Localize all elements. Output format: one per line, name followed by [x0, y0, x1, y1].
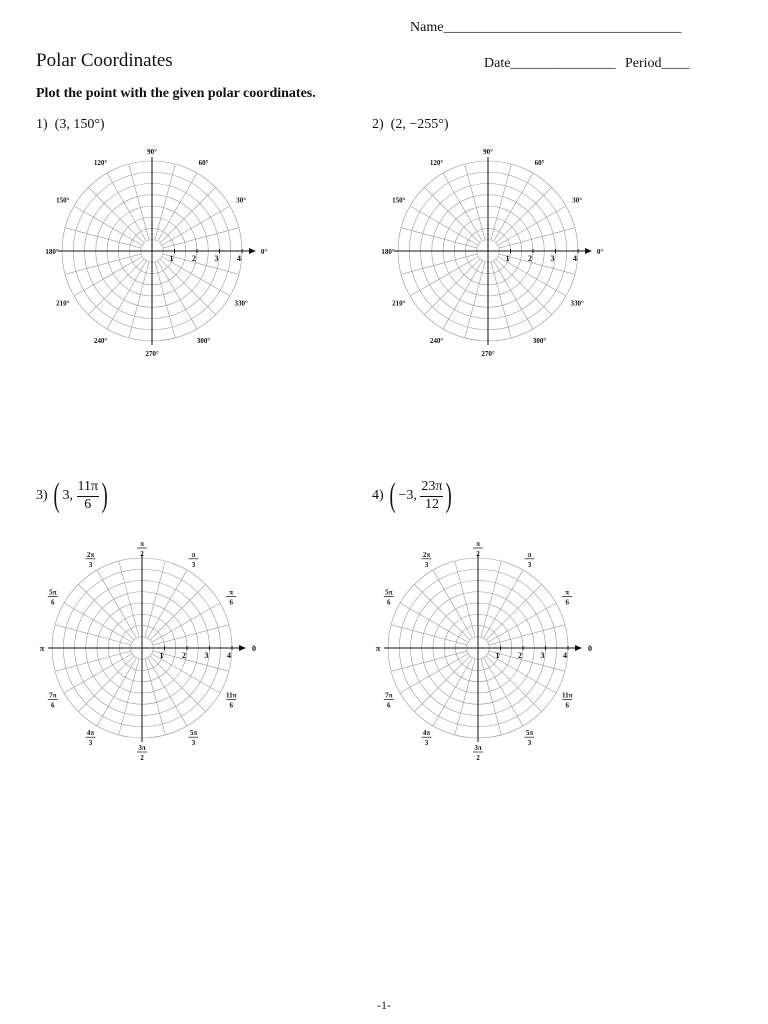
- angle-ray: [424, 187, 480, 243]
- angle-label: 150°: [392, 196, 406, 205]
- angle-label: 60°: [534, 158, 545, 167]
- angle-label: [422, 729, 432, 747]
- angle-ray: [88, 187, 144, 243]
- angle-label-denominator: 2: [140, 550, 144, 558]
- angle-label-denominator: 6: [387, 701, 391, 710]
- fraction-numerator: 11π: [77, 479, 100, 496]
- angle-label-denominator: 6: [229, 701, 233, 710]
- axis-arrow-icon: [575, 645, 582, 651]
- angle-label-numerator: 2π: [86, 550, 95, 559]
- angle-label: [562, 589, 572, 607]
- angle-label-denominator: 2: [476, 550, 480, 558]
- angle-label: 180°: [381, 248, 395, 256]
- radius-tick-label: 3: [204, 651, 209, 660]
- angle-label-denominator: 6: [229, 598, 233, 607]
- radius-tick-label: 4: [227, 651, 231, 660]
- angle-label: [525, 551, 535, 569]
- angle-label: 0: [252, 644, 256, 653]
- problem-angle-fraction: [77, 479, 100, 512]
- radius-tick-label: 4: [237, 254, 241, 263]
- angle-label-denominator: 2: [476, 754, 480, 762]
- radius-tick-label: 1: [495, 651, 500, 660]
- period-blank: ____: [661, 56, 690, 71]
- name-field: [410, 20, 681, 36]
- polar-grid-4[interactable]: [372, 530, 596, 768]
- angle-ray: [160, 259, 216, 315]
- angle-label: [473, 540, 483, 558]
- fraction-denominator: 12: [424, 496, 439, 512]
- problem-coordinates: (3, 150°): [54, 117, 105, 132]
- angle-ray: [78, 584, 134, 640]
- polar-grid-1[interactable]: [36, 140, 276, 368]
- angle-label-denominator: 6: [565, 598, 569, 607]
- angle-label-numerator: 5π: [49, 588, 57, 597]
- angle-label-denominator: 3: [88, 560, 93, 569]
- angle-ray: [88, 259, 144, 315]
- radius-tick-label: 3: [550, 254, 555, 263]
- angle-label-denominator: 3: [191, 739, 196, 748]
- angle-label-denominator: 3: [527, 560, 532, 569]
- angle-label: [48, 692, 58, 710]
- angle-label-numerator: π: [229, 588, 234, 597]
- axis-arrow-icon: [585, 248, 592, 254]
- angle-label: 90°: [483, 148, 493, 156]
- angle-label: 30°: [572, 196, 583, 205]
- angle-label: 0°: [596, 248, 604, 256]
- angle-ray: [160, 187, 216, 243]
- axis-arrow-icon: [249, 248, 256, 254]
- angle-label: [226, 589, 236, 607]
- angle-label: [562, 692, 573, 710]
- angle-label-numerator: 4π: [422, 729, 431, 738]
- radius-tick-label: 2: [182, 651, 186, 660]
- angle-ray: [496, 259, 552, 315]
- angle-label-denominator: 3: [424, 739, 429, 748]
- angle-label: 210°: [392, 299, 406, 308]
- fraction-denominator: 6: [84, 496, 92, 512]
- angle-label: 330°: [570, 299, 584, 308]
- angle-label: 270°: [145, 350, 159, 358]
- radius-tick-label: 3: [214, 254, 219, 263]
- angle-label: [189, 551, 199, 569]
- angle-label: [137, 540, 147, 558]
- angle-label: 210°: [56, 299, 70, 308]
- angle-ray: [78, 656, 134, 712]
- angle-label-numerator: π: [140, 540, 144, 548]
- angle-label: 120°: [429, 158, 444, 167]
- radius-tick-label: 2: [518, 651, 522, 660]
- problem-2: [372, 117, 449, 133]
- problem-radius: −3,: [398, 488, 417, 504]
- right-paren: ): [101, 477, 108, 514]
- angle-ray: [486, 584, 542, 640]
- problem-number: 4): [372, 488, 384, 504]
- radius-tick-label: 3: [540, 651, 545, 660]
- angle-label: 120°: [93, 158, 108, 167]
- angle-label-numerator: 5π: [385, 588, 393, 597]
- angle-label: 180°: [45, 248, 59, 256]
- angle-label: [86, 551, 96, 569]
- angle-ray: [486, 656, 542, 712]
- problem-angle-fraction: [420, 479, 443, 512]
- angle-label-numerator: π: [476, 540, 480, 548]
- angle-label: [384, 589, 394, 607]
- radius-tick-label: 1: [169, 254, 174, 263]
- polar-grid-3[interactable]: [36, 530, 260, 768]
- problem-1: [36, 117, 105, 133]
- angle-label-denominator: 3: [527, 739, 532, 748]
- page-number: -1-: [377, 998, 391, 1012]
- problem-number: 1): [36, 117, 48, 132]
- angle-ray: [150, 584, 206, 640]
- angle-label: [422, 551, 432, 569]
- angle-label: [384, 692, 394, 710]
- angle-label: [226, 692, 237, 710]
- angle-label: 30°: [236, 196, 247, 205]
- angle-label: 300°: [196, 337, 211, 346]
- angle-label-denominator: 6: [51, 598, 55, 607]
- polar-grid-2[interactable]: [372, 140, 612, 368]
- left-paren: (: [53, 477, 60, 514]
- angle-label-denominator: 3: [88, 739, 93, 748]
- angle-label: 270°: [481, 350, 495, 358]
- date-blank: _______________: [510, 56, 616, 71]
- angle-ray: [150, 656, 206, 712]
- angle-label: 150°: [56, 196, 70, 205]
- problem-3: [36, 479, 110, 513]
- date-label: Date: [484, 56, 511, 71]
- angle-label-numerator: π: [565, 588, 570, 597]
- angle-label: 0: [588, 644, 592, 653]
- angle-label: 300°: [532, 337, 547, 346]
- problem-number: 2): [372, 117, 384, 132]
- angle-label-numerator: 3π: [474, 744, 482, 752]
- instructions: Plot the point with the given polar coordinates.: [36, 86, 316, 101]
- angle-label-denominator: 3: [191, 560, 196, 569]
- axis-arrow-icon: [239, 645, 246, 651]
- angle-label: 240°: [429, 337, 444, 346]
- angle-ray: [496, 187, 552, 243]
- angle-ray: [424, 259, 480, 315]
- angle-label-numerator: 11π: [561, 691, 573, 700]
- angle-label-denominator: 6: [51, 701, 55, 710]
- angle-label-denominator: 3: [424, 560, 429, 569]
- right-paren: ): [446, 477, 453, 514]
- radius-tick-label: 2: [528, 254, 532, 263]
- angle-label: 0°: [260, 248, 268, 256]
- period-label: Period: [624, 56, 662, 71]
- angle-label: π: [375, 644, 381, 653]
- date-period-field: [484, 56, 690, 72]
- angle-label-numerator: 3π: [138, 744, 146, 752]
- angle-label-numerator: 5π: [525, 729, 534, 738]
- angle-label-numerator: 5π: [189, 729, 198, 738]
- angle-ray: [414, 656, 470, 712]
- angle-label-numerator: 7π: [49, 691, 57, 700]
- angle-label-denominator: 6: [565, 701, 569, 710]
- radius-tick-label: 1: [159, 651, 164, 660]
- radius-tick-label: 4: [563, 651, 567, 660]
- angle-label-numerator: 4π: [86, 729, 95, 738]
- angle-label: [189, 729, 199, 747]
- page-title: Polar Coordinates: [36, 50, 173, 71]
- angle-label: 90°: [147, 148, 157, 156]
- radius-tick-label: 1: [505, 254, 510, 263]
- name-label: Name: [410, 20, 444, 35]
- angle-label-denominator: 2: [140, 754, 144, 762]
- angle-label: [473, 744, 483, 762]
- problem-4: [372, 479, 455, 513]
- angle-label: [137, 744, 147, 762]
- angle-label: 240°: [93, 337, 108, 346]
- left-paren: (: [389, 477, 396, 514]
- angle-label: [525, 729, 535, 747]
- angle-label-numerator: π: [191, 550, 196, 559]
- angle-label: [48, 589, 58, 607]
- problem-number: 3): [36, 488, 48, 504]
- angle-ray: [414, 584, 470, 640]
- angle-label: 60°: [198, 158, 209, 167]
- radius-tick-label: 4: [573, 254, 577, 263]
- fraction-numerator: 23π: [420, 479, 443, 496]
- angle-label: 330°: [234, 299, 248, 308]
- radius-tick-label: 2: [192, 254, 196, 263]
- angle-label: π: [39, 644, 45, 653]
- angle-label: [86, 729, 96, 747]
- angle-label-denominator: 6: [387, 598, 391, 607]
- problem-coordinates: (2, −255°): [390, 117, 449, 132]
- name-blank: __________________________________: [443, 20, 682, 35]
- angle-label-numerator: 11π: [225, 691, 237, 700]
- angle-label-numerator: π: [527, 550, 532, 559]
- angle-label-numerator: 2π: [422, 550, 431, 559]
- angle-label-numerator: 7π: [385, 691, 393, 700]
- problem-radius: 3,: [62, 488, 73, 504]
